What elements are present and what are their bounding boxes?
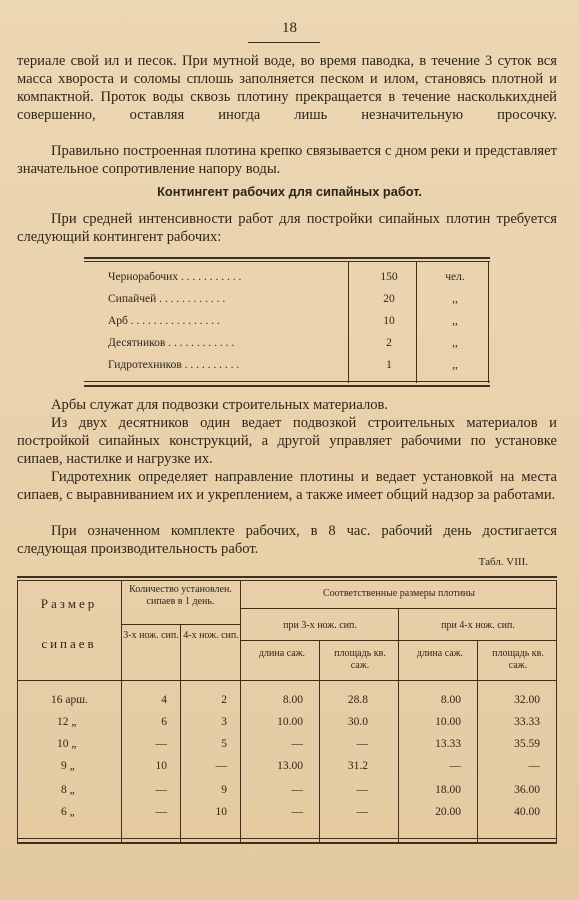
header-area-3: площадь кв. саж. xyxy=(334,648,386,671)
table-divider xyxy=(319,640,320,842)
worker-unit: ,, xyxy=(452,315,458,327)
header-count: Количество установлен. сипаев в 1 день. xyxy=(129,584,232,607)
body-paragraph-2: Из двух десятников один ведает подвозкой строительных материалов и постройкой сипайных конструкций, а другой управляет рабочими по установке сипаев, настилке и нагрузке их. xyxy=(17,415,557,467)
header-dims-4: при 4-х нож. сип. xyxy=(441,620,515,631)
body-paragraph-1: Арбы служат для подвозки строительных материалов. xyxy=(51,397,389,413)
length4-cell: — xyxy=(449,760,461,772)
count4-cell: 9 xyxy=(221,784,227,796)
count4-cell: — xyxy=(215,760,227,772)
area4-cell: 32.00 xyxy=(514,694,540,706)
length3-cell: 8.00 xyxy=(282,694,303,706)
size-cell: 12 „ xyxy=(57,716,77,728)
header-area-4: площадь кв. саж. xyxy=(492,648,544,671)
worker-unit: чел. xyxy=(445,271,465,283)
table-row xyxy=(84,337,490,355)
area3-cell: — xyxy=(356,738,368,750)
table-divider xyxy=(477,640,478,842)
count3-cell: 6 xyxy=(161,716,167,728)
count3-cell: 10 xyxy=(155,760,167,772)
worker-unit: ,, xyxy=(452,337,458,349)
worker-label: Чернорабочих . . . . . . . . . . . xyxy=(108,271,242,283)
length4-cell: 8.00 xyxy=(440,694,461,706)
paragraph-1: териале свой ил и песок. При мутной воде, во время паводка, в течение 3 суток вся масса хвороста и соломы сплошь заполняется песком и илом, становясь плотной и компактной. Проток воды сквозь плотину прекращается в течение насколькихдней совершенно, оставляя иногда лишь незначительную просочку. xyxy=(17,53,557,123)
size-cell: 8 „ xyxy=(61,784,75,796)
area3-cell: 31.2 xyxy=(347,760,368,772)
worker-qty: 2 xyxy=(386,337,392,349)
header-length-3: длина саж. xyxy=(258,648,306,659)
header-dims: Соответственные размеры плотины xyxy=(322,588,475,599)
area3-cell: 28.8 xyxy=(347,694,368,706)
worker-qty: 10 xyxy=(383,315,395,327)
productivity-table xyxy=(17,576,557,846)
body-paragraph-4: При означенном комплекте рабочих, в 8 час. рабочий день достигается следующая производительность работ. xyxy=(17,523,557,557)
length3-cell: — xyxy=(291,806,303,818)
table-divider xyxy=(398,608,399,842)
count3-cell: 4 xyxy=(161,694,167,706)
area3-cell: 30.0 xyxy=(347,716,368,728)
length4-cell: 10.00 xyxy=(435,716,461,728)
area3-cell: — xyxy=(356,806,368,818)
count4-cell: 2 xyxy=(221,694,227,706)
workers-table xyxy=(84,257,490,387)
body-paragraph-3: Гидротехник определяет направление плотины и ведает установкой на места сипаев, с выравниванием их и укреплением, а также имеет общий надзор за работами. xyxy=(17,469,557,503)
table-rule xyxy=(84,257,490,259)
worker-qty: 1 xyxy=(386,359,392,371)
worker-label: Десятников . . . . . . . . . . . . xyxy=(108,337,235,349)
table-row xyxy=(84,315,490,333)
size-cell: 9 „ xyxy=(61,760,75,772)
header-size-2: сипаев xyxy=(41,636,97,651)
table-rule xyxy=(17,680,557,681)
table-rule xyxy=(17,838,557,839)
table-divider xyxy=(17,580,18,842)
table-caption: Табл. VIII. xyxy=(478,556,528,568)
size-cell: 6 „ xyxy=(61,806,75,818)
count3-cell: — xyxy=(155,738,167,750)
length4-cell: 18.00 xyxy=(435,784,461,796)
table-divider xyxy=(240,580,241,842)
length3-cell: 13.00 xyxy=(277,760,303,772)
table-rule xyxy=(17,576,557,578)
count4-cell: 3 xyxy=(221,716,227,728)
count4-cell: 5 xyxy=(221,738,227,750)
table-row xyxy=(84,293,490,311)
count4-cell: 10 xyxy=(215,806,227,818)
intro-paragraph: При средней интенсивности работ для постройки сипайных плотин требуется следующий контингент рабочих: xyxy=(17,211,557,245)
area3-cell: — xyxy=(356,784,368,796)
worker-unit: ,, xyxy=(452,359,458,371)
page-number-rule xyxy=(248,42,320,43)
table-rule xyxy=(84,381,490,382)
header-length-4: длина саж. xyxy=(416,648,464,659)
worker-qty: 150 xyxy=(380,271,398,283)
length3-cell: — xyxy=(291,784,303,796)
header-4-leg: 4-х нож. сип. xyxy=(183,630,239,641)
worker-label: Арб . . . . . . . . . . . . . . . . xyxy=(108,315,220,327)
table-rule xyxy=(84,385,490,387)
header-size-1: Размер xyxy=(40,596,98,611)
table-divider xyxy=(180,624,181,842)
worker-unit: ,, xyxy=(452,293,458,305)
area4-cell: 36.00 xyxy=(514,784,540,796)
length4-cell: 13.33 xyxy=(435,738,461,750)
count3-cell: — xyxy=(155,784,167,796)
table-divider xyxy=(556,580,557,842)
size-cell: 16 арш. xyxy=(51,694,88,706)
area4-cell: — xyxy=(528,760,540,772)
section-heading: Контингент рабочих для сипайных работ. xyxy=(157,184,422,199)
table-rule xyxy=(17,842,557,844)
worker-label: Сипайчей . . . . . . . . . . . . xyxy=(108,293,226,305)
size-cell: 10 „ xyxy=(57,738,77,750)
table-rule xyxy=(17,580,557,581)
count3-cell: — xyxy=(155,806,167,818)
length4-cell: 20.00 xyxy=(435,806,461,818)
table-row xyxy=(84,271,490,289)
area4-cell: 35.59 xyxy=(514,738,540,750)
header-3-leg: 3-х нож. сип. xyxy=(123,630,179,641)
page-number: 18 xyxy=(282,20,297,36)
worker-label: Гидротехников . . . . . . . . . . xyxy=(108,359,240,371)
worker-qty: 20 xyxy=(383,293,395,305)
area4-cell: 33.33 xyxy=(514,716,540,728)
table-divider xyxy=(121,580,122,842)
header-dims-3: при 3-х нож. сип. xyxy=(283,620,357,631)
area4-cell: 40.00 xyxy=(514,806,540,818)
table-rule xyxy=(84,261,490,262)
length3-cell: 10.00 xyxy=(277,716,303,728)
paragraph-2: Правильно построенная плотина крепко связывается с дном реки и представляет значательное сопротивление напору воды. xyxy=(17,143,557,177)
table-row xyxy=(84,359,490,377)
length3-cell: — xyxy=(291,738,303,750)
